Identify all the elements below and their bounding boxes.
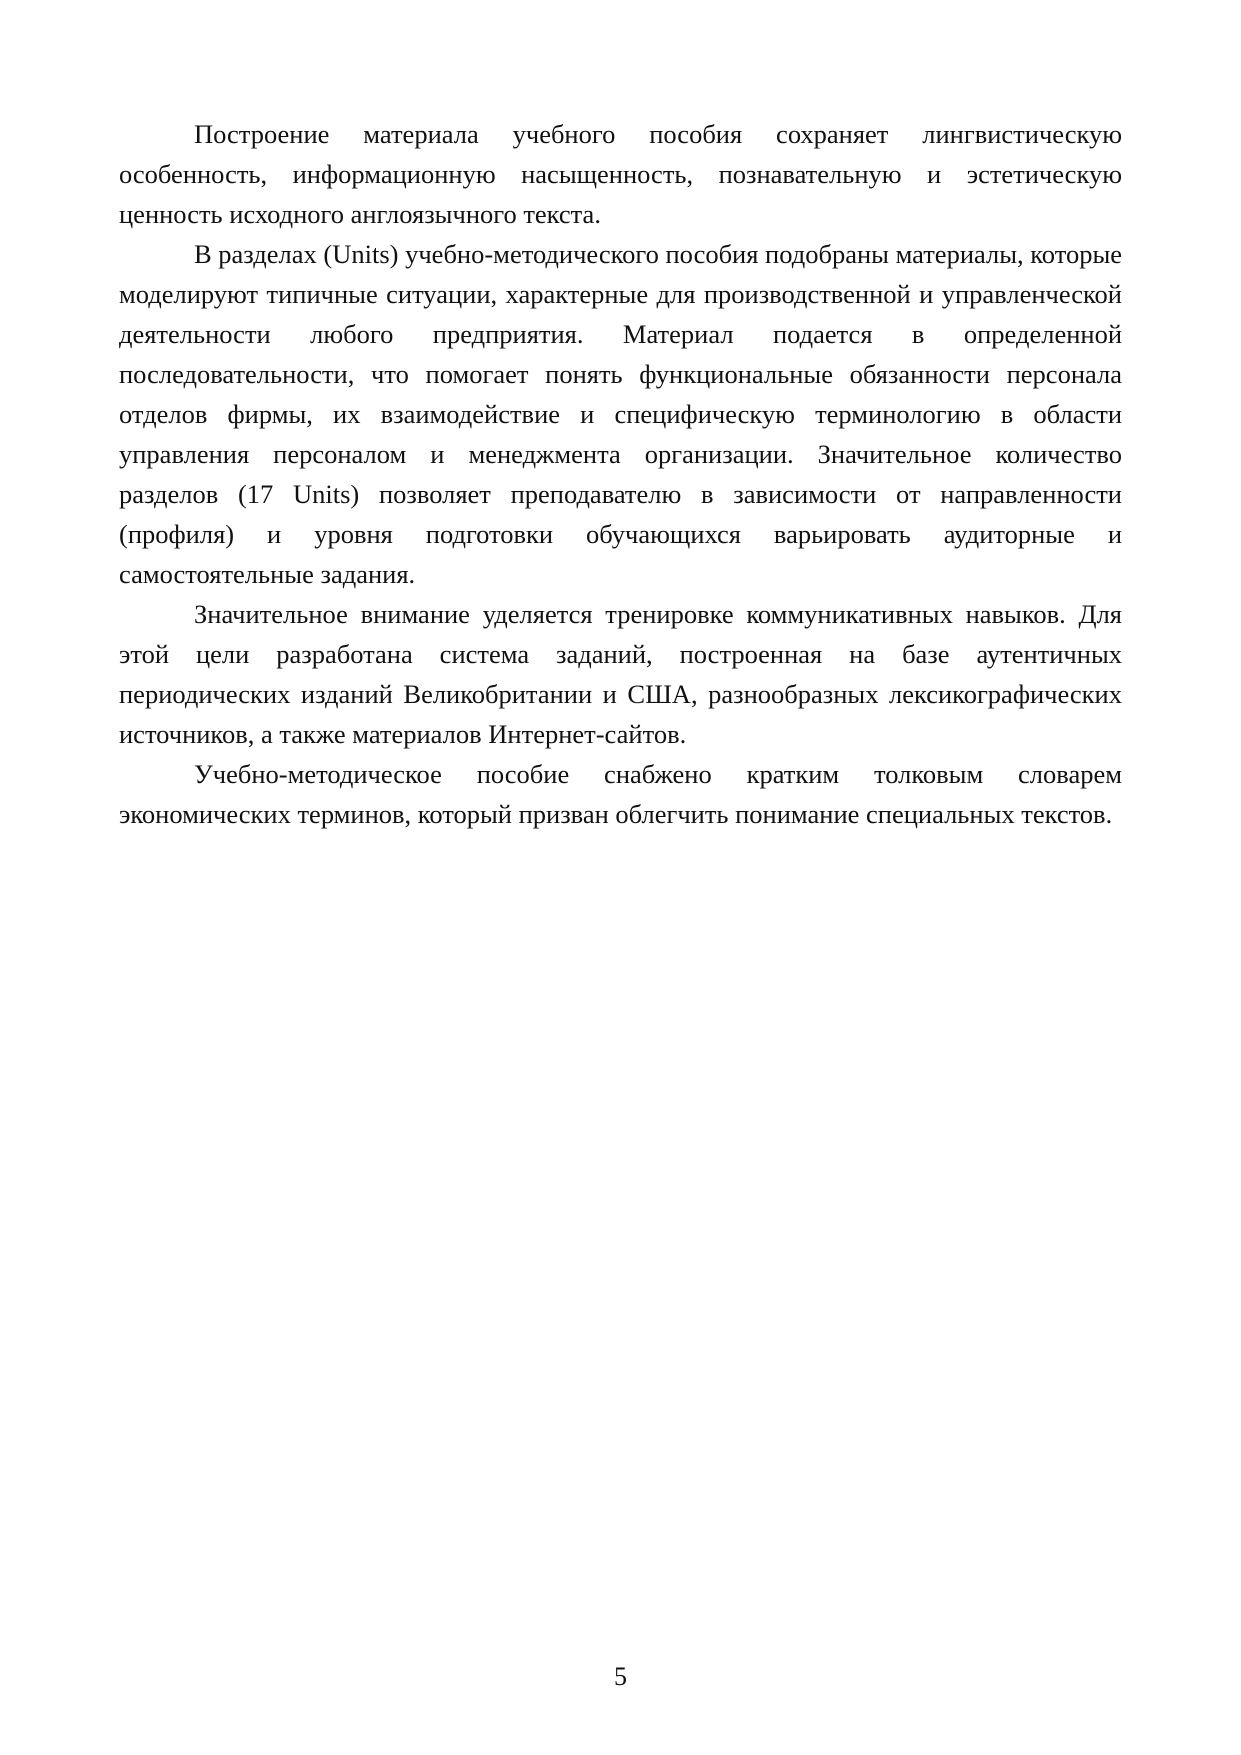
paragraph-4: Учебно-методическое пособие снабжено кратким толковым словарем экономических терминов, который призван облегчить понимание специальных текстов. <box>119 759 1122 829</box>
paragraph-2: В разделах (Units) учебно-методического пособия подобраны материалы, которые моделируют типичные ситуации, характерные для производственной и управленческой деятельности любого предприятия. Материал подается в определенной последовательности, что помогает понять функциональные обязанности персонала отделов фирмы, их взаимодействие и специфическую терминологию в области управления персоналом и менеджмента организации. Значительное количество разделов (17 Units) позволяет преподавателю в зависимости от направленности (профиля) и уровня подготовки обучающихся варьировать аудиторные и самостоятельные задания. <box>119 239 1123 589</box>
paragraph-3: Значительное внимание уделяется тренировке коммуникативных навыков. Для этой цели разработана система заданий, построенная на базе аутентичных периодических изданий Великобритании и США, разнообразных лексикографических источников, а также материалов Интернет-сайтов. <box>119 599 1122 749</box>
paragraph-1: Построение материала учебного пособия сохраняет лингвистическую особенность, информационную насыщенность, познавательную и эстетическую ценность исходного англоязычного текста. <box>119 119 1122 229</box>
page-number: 5 <box>614 1662 627 1691</box>
body-text <box>119 114 1122 834</box>
